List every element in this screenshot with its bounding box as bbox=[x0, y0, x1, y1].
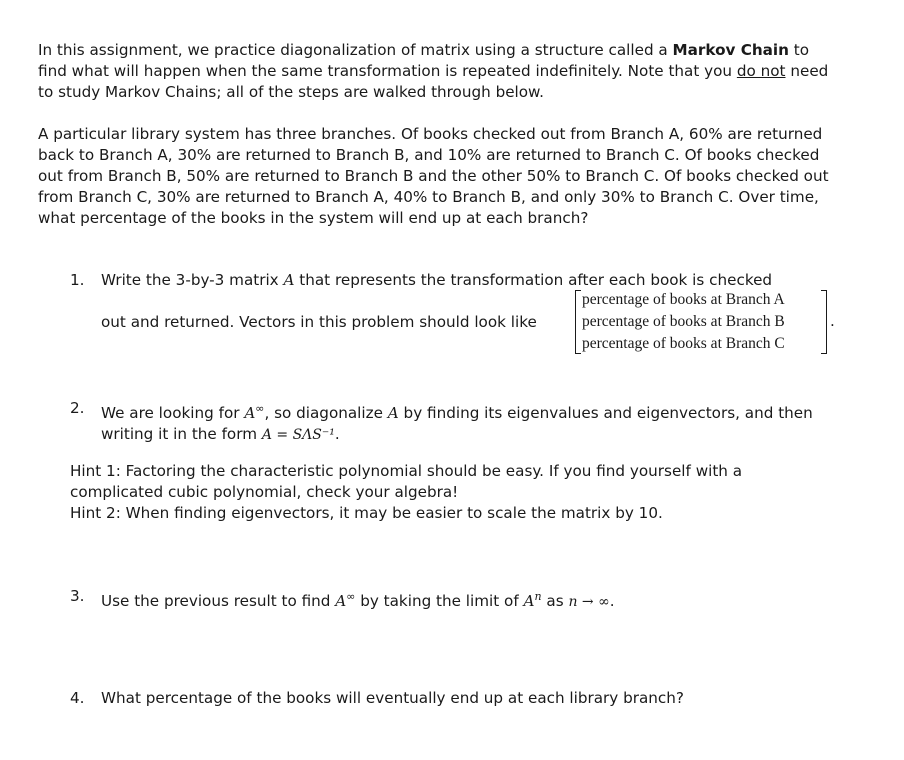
item-2-number: 2. bbox=[70, 399, 85, 417]
limit-expression: n → ∞ bbox=[568, 594, 610, 611]
item-3-text-b: by taking the limit of bbox=[355, 592, 524, 611]
vector-period: . bbox=[830, 312, 835, 330]
item-1-text-a: Write the 3-by-3 matrix bbox=[101, 271, 284, 289]
item-3-text bbox=[101, 586, 836, 613]
item-1-line2: out and returned. Vectors in this problem should look like bbox=[101, 313, 537, 331]
left-bracket bbox=[575, 290, 581, 354]
intro-text-2: to find what will happen when the same transformation is repeated indefinitely. Note that you bbox=[38, 41, 810, 80]
n-superscript: n bbox=[534, 590, 542, 603]
intro-text: In this assignment, we practice diagonalization of matrix using a structure called a bbox=[38, 41, 673, 59]
item-3-text-c: as bbox=[541, 592, 569, 611]
matrix-var: A bbox=[523, 592, 535, 611]
item-2-text-c: by finding its eigenvalues and eigenvectors, and then writing it in the form bbox=[101, 404, 813, 444]
item-2-text-a: We are looking for bbox=[101, 404, 245, 423]
item-2-text-d: . bbox=[334, 425, 340, 444]
hint-2: Hint 2: When finding eigenvectors, it may be easier to scale the matrix by 10. bbox=[70, 504, 663, 522]
item-4-text: What percentage of the books will eventually end up at each library branch? bbox=[101, 689, 684, 707]
infinity-superscript: ∞ bbox=[346, 590, 356, 603]
intro-paragraph bbox=[38, 40, 838, 103]
intro-text-3: need to study Markov Chains; all of the steps are walked through below. bbox=[38, 62, 829, 101]
right-bracket bbox=[821, 290, 827, 354]
markov-chain-term: Markov Chain bbox=[672, 41, 789, 59]
item-4-number: 4. bbox=[70, 689, 85, 707]
infinity-superscript: ∞ bbox=[255, 402, 265, 415]
item-1-text-b: that represents the transformation after each book is checked bbox=[294, 271, 773, 289]
item-2-text-b: , so diagonalize bbox=[264, 404, 388, 423]
item-1-number: 1. bbox=[70, 271, 85, 289]
do-not-emphasis: do not bbox=[736, 62, 786, 80]
matrix-var: A bbox=[387, 404, 399, 423]
matrix-var: A bbox=[335, 592, 347, 611]
diagonal-formula: A = SΛS⁻¹ bbox=[261, 427, 335, 444]
matrix-var: A bbox=[244, 404, 256, 423]
problem-paragraph: A particular library system has three branches. Of books checked out from Branch A, 60% are returned back to Branch A, 30% are returned to Branch B, and 10% are returned to Branch C. Of books checked out from Branch B, 50% are returned to Branch B and the other 50% to Branch C. Of books checked out from Branch C, 30% are returned to Branch A, 40% to Branch B, and only 30% to Branch C. Over time, what percentage of the books in the system will end up at each branch? bbox=[38, 125, 829, 227]
item-3-text-a: Use the previous result to find bbox=[101, 592, 336, 611]
item-3-text-d: . bbox=[609, 592, 615, 611]
hint-1: Hint 1: Factoring the characteristic polynomial should be easy. If you find yourself with a complicated cubic polynomial, check your algebra! bbox=[70, 462, 743, 501]
vector-row-b: percentage of books at Branch B bbox=[582, 313, 785, 330]
vector-row-a: percentage of books at Branch A bbox=[582, 291, 785, 308]
item-1-line1 bbox=[101, 270, 836, 291]
item-2-text bbox=[101, 398, 836, 446]
branch-vector bbox=[575, 289, 827, 355]
vector-row-c: percentage of books at Branch C bbox=[582, 335, 785, 352]
item-3-number: 3. bbox=[70, 587, 85, 605]
matrix-var: A bbox=[283, 271, 295, 289]
